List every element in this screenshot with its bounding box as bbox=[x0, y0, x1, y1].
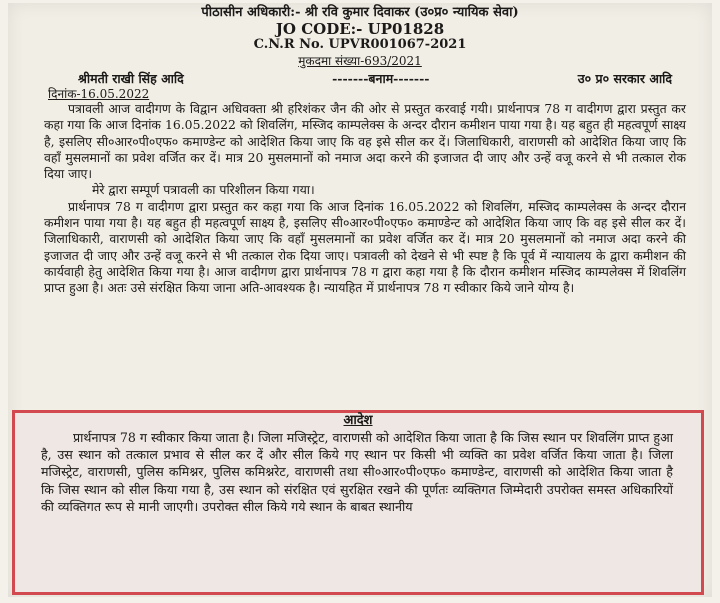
jo-code: JO CODE:- UP01828 bbox=[275, 20, 445, 38]
document-page bbox=[8, 3, 712, 597]
document-header bbox=[8, 3, 712, 69]
case-parties bbox=[8, 69, 712, 87]
paragraph: पत्रावली आज वादीगण के विद्वान अधिवक्ता श्री हरिशंकर जैन की ओर से प्रस्तुत करवाई गयी। प्रार्थनापत्र 78 ग वादीगण द्वारा प्रस्तुत कर कहा गया कि आज दिनांक 16.05.2022 को शिवलिंग, मस्जिद काम्पलेक्स के अन्दर दौरान कमीशन पाया गया है। यह बहुत ही महत्वपूर्ण साक्ष्य है, इसलिए सी०आर०पी०एफ० कमाण्डेन्ट को आदेशित किया जाए कि वह इसे सील कर दें। जिलाधिकारी, वाराणसी को आदेशित किया जाए कि वहाँ मुसलमानों का प्रवेश वर्जित कर दें। मात्र 20 मुसलमानों को नमाज अदा करने की इजाजत दी जाए और उन्हें वजू करने से भी तत्काल रोक दिया जाए। bbox=[44, 101, 686, 182]
presiding-officer: पीठासीन अधिकारी:- श्री रवि कुमार दिवाकर (उ०प्र० न्यायिक सेवा) bbox=[201, 5, 519, 20]
petitioner: श्रीमती राखी सिंह आदि bbox=[78, 71, 184, 86]
document-body bbox=[8, 101, 712, 297]
paragraph: मेरे द्वारा सम्पूर्ण पत्रावली का परिशीलन किया गया। bbox=[92, 182, 315, 198]
cnr-number: C.N.R No. UPVR001067-2021 bbox=[253, 37, 467, 52]
order-text: प्रार्थनापत्र 78 ग स्वीकार किया जाता है। जिला मजिस्ट्रेट, वाराणसी को आदेशित किया जाता है कि जिस स्थान पर शिवलिंग प्राप्त हुआ है, उस स्थान को तत्काल प्रभाव से सील कर दें और सील किये गए स्थान पर किसी भी व्यक्ति का प्रवेश वर्जित किया जाता है। जिला मजिस्ट्रेट, वाराणसी, पुलिस कमिश्नर, पुलिस कमिश्नरेट, वाराणसी तथा सी०आर०पी०एफ० कमाण्डेन्ट, वाराणसी को आदेशित किया जाता है कि जिस स्थान को सील किया गया है, उस स्थान को संरक्षित एवं सुरक्षित रखने की पूर्णतः व्यक्तिगत जिम्मेदारी उपरोक्त समस्त अधिकारियों की व्यक्तिगत रूप से मानी जाएगी। उपरोक्त सील किये गये स्थान के बाबत स्थानीय bbox=[41, 430, 673, 514]
respondent: उ० प्र० सरकार आदि bbox=[577, 71, 672, 86]
versus: -------बनाम------- bbox=[332, 71, 430, 86]
order-section-highlight bbox=[12, 410, 704, 595]
order-date: दिनांक-16.05.2022 bbox=[48, 87, 150, 101]
paragraph: प्रार्थनापत्र 78 ग वादीगण द्वारा प्रस्तुत कर कहा गया कि आज दिनांक 16.05.2022 को शिवलिंग, मस्जिद काम्पलेक्स के अन्दर दौरान कमीशन पाया गया है। यह बहुत ही महत्वपूर्ण साक्ष्य है, इसलिए सी०आर०पी०एफ० कमाण्डेन्ट को आदेशित किया जाए कि वह इसे सील कर दें। जिलाधिकारी, वाराणसी को आदेशित किया जाए कि वहाँ मुसलमानों का प्रवेश वर्जित कर दें। मात्र 20 मुसलमानों को नमाज अदा करने की इजाजत दी जाए और उन्हें वजू करने से भी तत्काल रोक दिया जाए। पत्रावली को देखने से भी स्पष्ट है कि पूर्व में न्यायालय के द्वारा कमीशन की कार्यवाही हेतु आदेशित किया गया है। आज वादीगण द्वारा प्रार्थनापत्र 78 ग द्वारा कहा गया है कि दौरान कमीशन मस्जिद काम्पलेक्स में शिवलिंग प्राप्त हुआ है। अतः उसे संरक्षित किया जाना अति-आवश्यक है। न्यायहित में प्रार्थनापत्र 78 ग स्वीकार किये जाने योग्य है। bbox=[44, 198, 686, 296]
order-title: आदेश bbox=[343, 413, 373, 428]
case-number: मुकदमा संख्या-693/2021 bbox=[298, 54, 422, 68]
